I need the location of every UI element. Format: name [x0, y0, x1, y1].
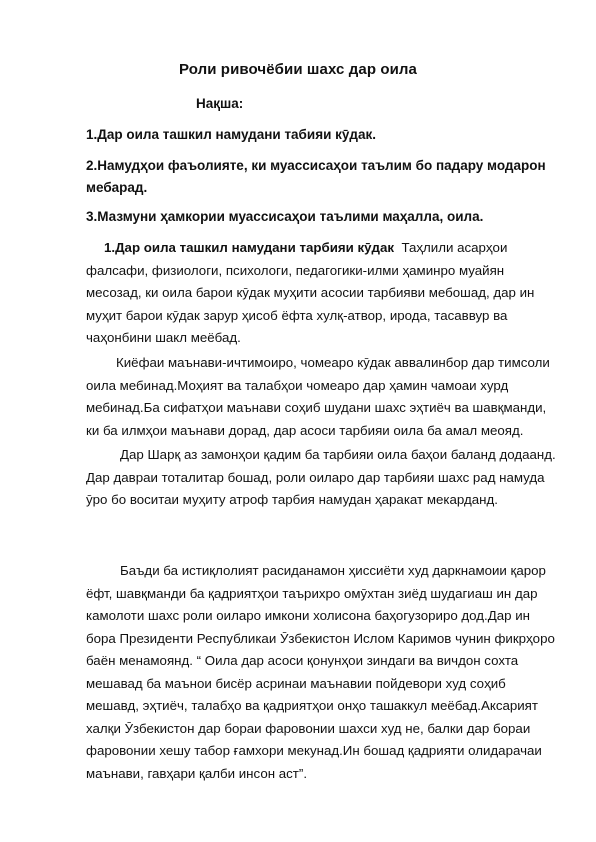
paragraph-2: Киёфаи маънави-ичтимоиро, чомеаро кӯдак аввалинбор дар тимсоли оила мебинад.Моҳият ва талабҳои чомеаро дар ҳамин чамоаи хурд мебинад.Ба сифатҳои маънави соҳиб шудани шахс эҳтиёч ва шавқманди, ки ба илмҳои маънави дорад, дар асоси тарбияи оила ба амал меояд.	[86, 355, 550, 438]
plan-item-1: 1.Дар оила ташкил намудани табияи кӯдак.	[86, 127, 376, 142]
paragraph-1-text: Таҳлили асарҳои фалсафи, физиологи, психологи, педагогики-илми ҳаминро муайян месозад, ки оила барои кӯдак муҳити асосии тарбияви мебошад, дар ин муҳит барои кӯдак зарур ҳисоб ёфта хулқ-атвор, ирода, тасаввур ва чаҳонбини шакл меёбад.	[86, 240, 535, 345]
plan-item-2: 2.Намудҳои фаъолияте, ки муассисаҳои таълим бо падару модарон мебарад.	[86, 158, 546, 195]
document-title: Роли ривочёбии шахс дар оила	[178, 61, 418, 78]
paragraph-4: Баъди ба истиқлолият расиданамон ҳиссиёти худ даркнамоии қарор ёфт, шавқманди ба қадриятҳои таърихро омӯхтан зиёд шудагиаш ин дар камолоти шахс роли оиларо имкони холисона баҳогузориро дод.Дар ин бора Президенти Республикаи Ӯзбекистон Ислом Каримов чунин фикрҳоро баён менамоянд. “ Оила дар асоси қонунҳои зиндаги ва вичдон сохта мешавад ба маънои бисёр асринаи маънавии пойдевори худ соҳиб мешавд, эҳтиёч, талабҳо ва қадриятҳои онҳо ташаккул меёбад.Аксарият халқи Ӯзбекистон дар бораи фаровонии шахси худ не, балки дар бораи фаровонии хешу табор ғамхори мекунад.Ин бошад қадрияти олидарачаи маънави, гавҳари қалби инсон аст”.	[86, 563, 555, 781]
section-heading: 1.Дар оила ташкил намудани тарбияи кӯдак	[104, 240, 395, 255]
plan-item-3: 3.Мазмуни ҳамкории муассисаҳои таълими маҳалла, оила.	[86, 209, 484, 224]
paragraph-1	[86, 237, 556, 350]
paragraph-3: Дар Шарқ аз замонҳои қадим ба тарбияи оила баҳои баланд додаанд. Дар давраи тоталитар бошад, роли оиларо дар тарбияи шахс рад намуда ӯро бо воситаи муҳиту атроф тарбия намудан ҳаракат мекарданд.	[86, 447, 556, 507]
plan-label: Нақша:	[196, 96, 244, 111]
